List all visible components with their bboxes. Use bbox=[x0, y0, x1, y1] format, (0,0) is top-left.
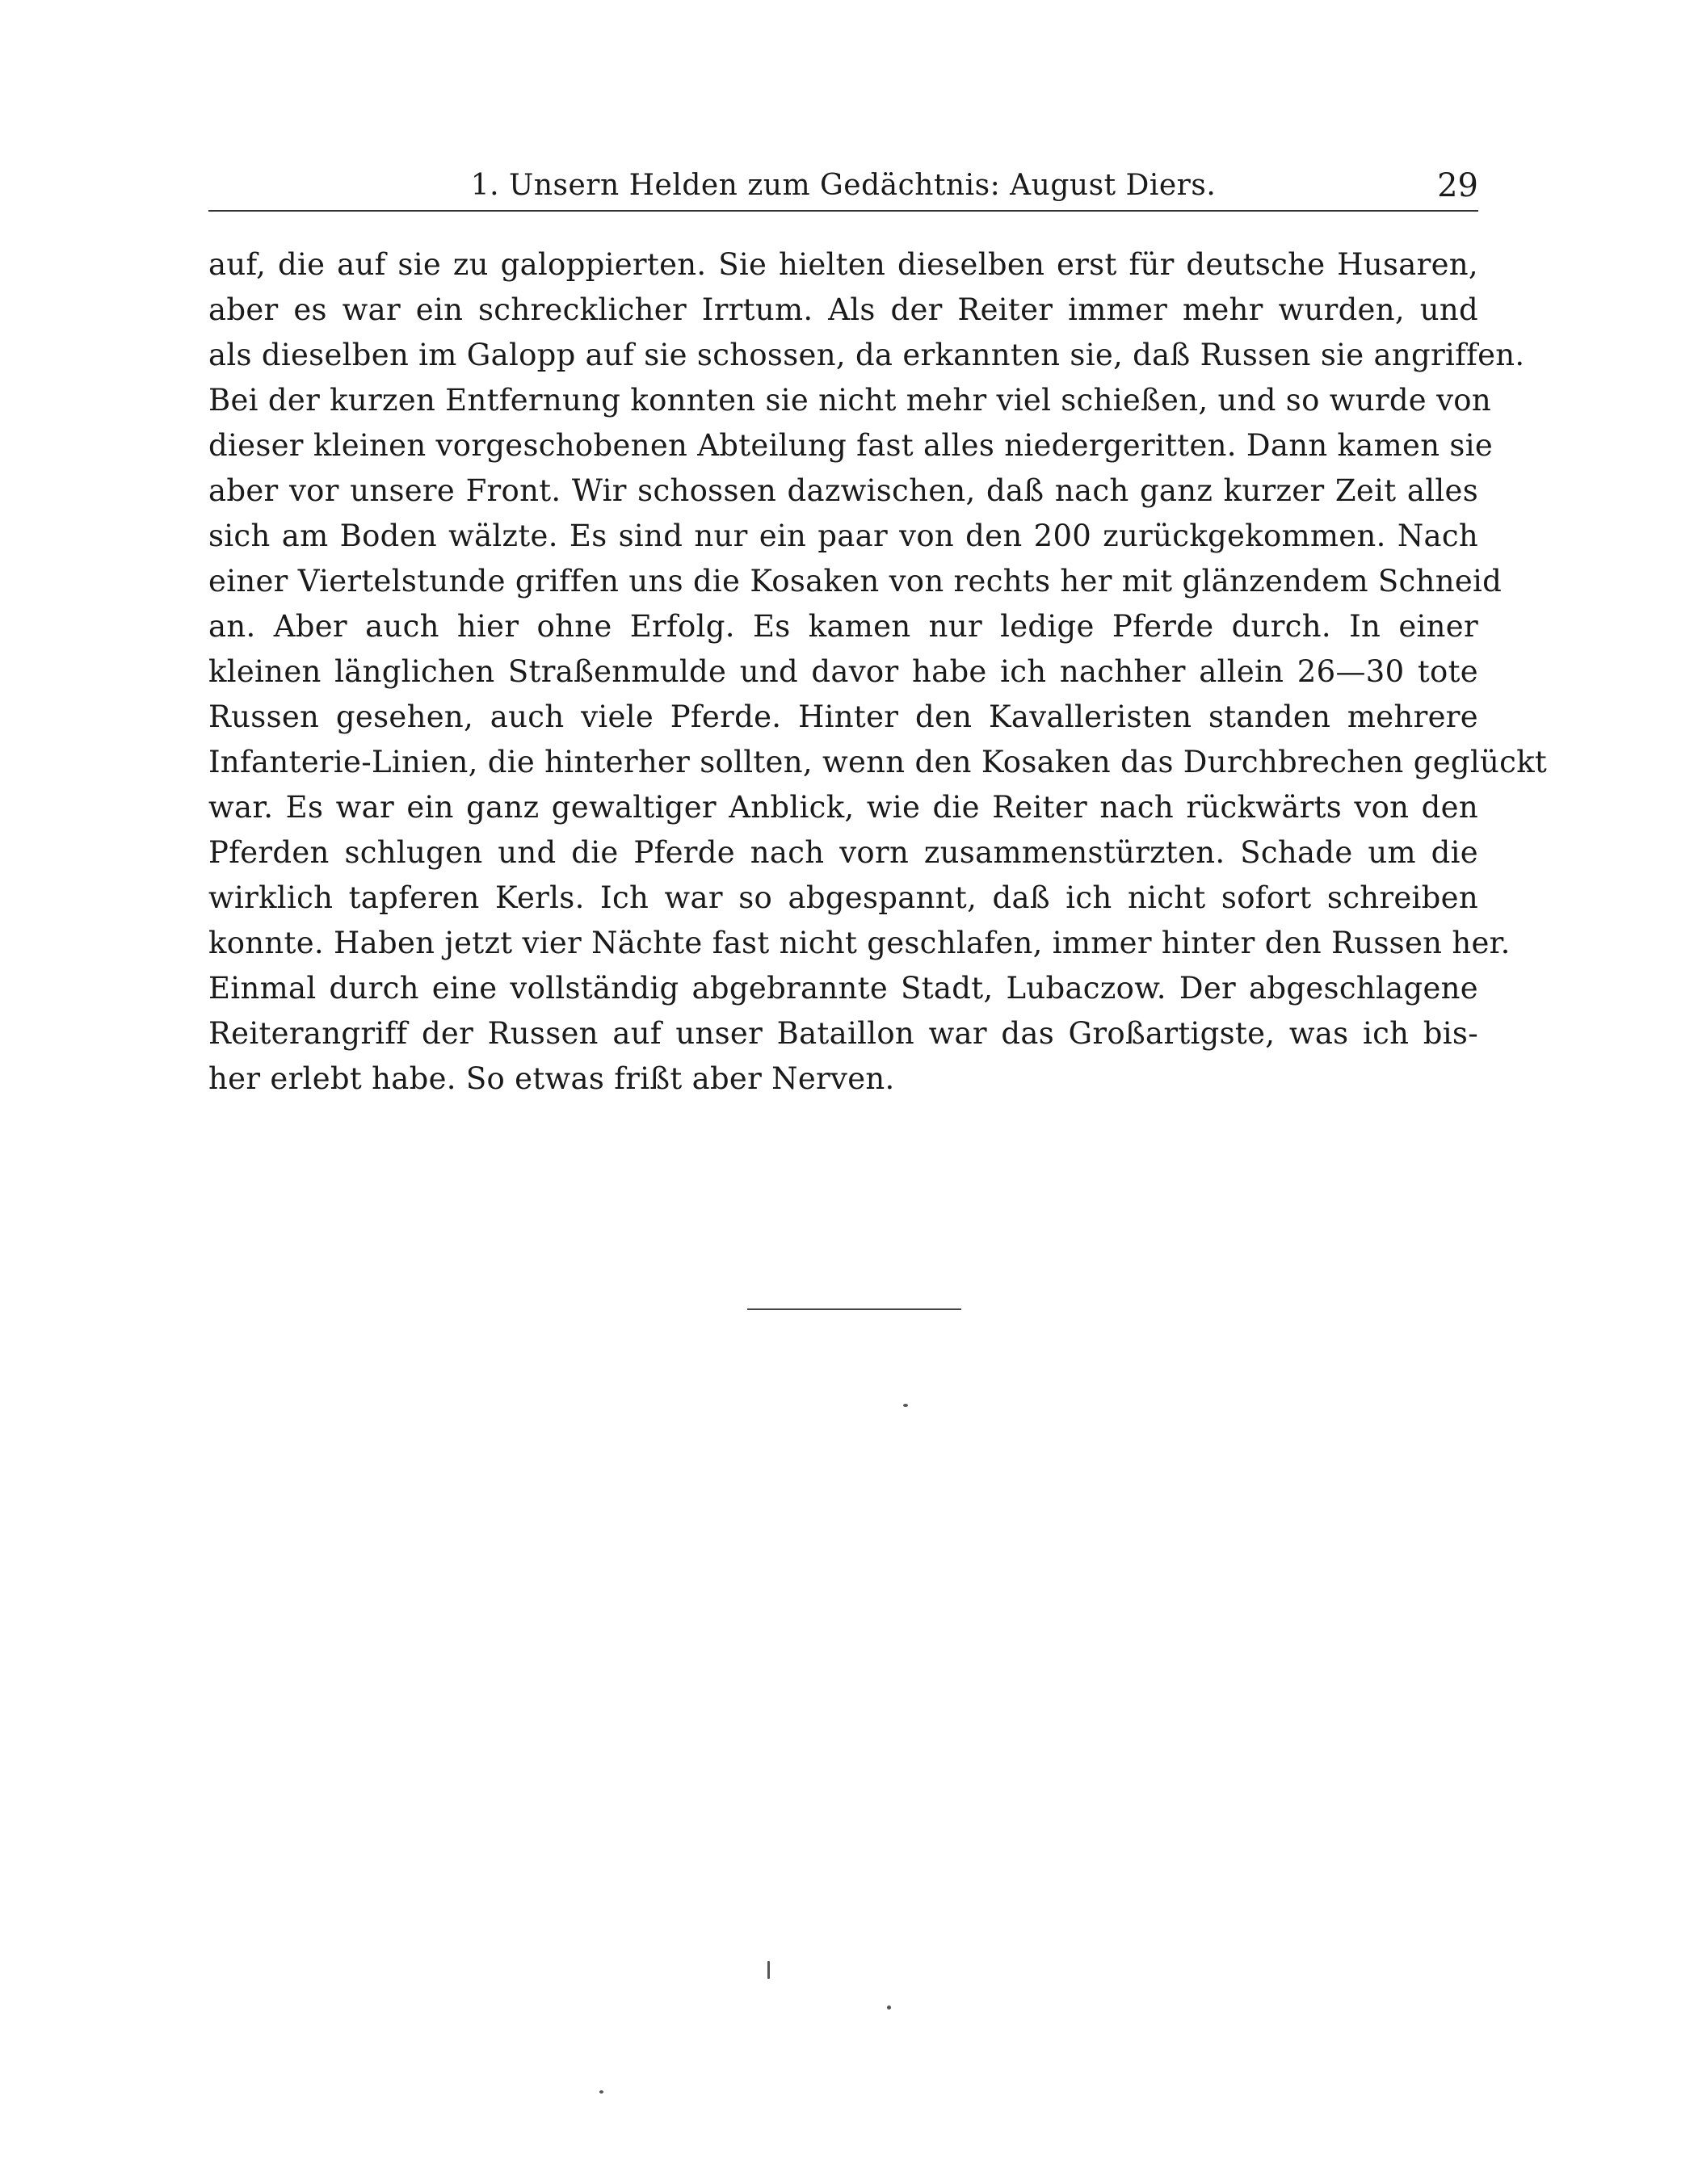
text-line: dieser kleinen vorgeschobenen Abteilung fast alles niedergeritten. Dann kamen sie bbox=[208, 428, 1494, 463]
text-line: sich am Boden wälzte. Es sind nur ein paar von den 200 zurückgekommen. Nach bbox=[208, 519, 1478, 553]
scan-speck bbox=[903, 1404, 908, 1407]
text-line: Pferden schlugen und die Pferde nach vorn zusammenstürzten. Schade um die bbox=[208, 835, 1478, 870]
text-line: Bei der kurzen Entfernung konnten sie nicht mehr viel schießen, und so wurde von bbox=[208, 383, 1491, 418]
text-line: an. Aber auch hier ohne Erfolg. Es kamen nur ledige Pferde durch. In einer bbox=[208, 609, 1478, 644]
scan-speck bbox=[599, 2090, 603, 2094]
text-line: Infanterie-Linien, die hinterher sollten, wenn den Kosaken das Durchbrechen geglückt bbox=[208, 745, 1548, 779]
text-line: als dieselben im Galopp auf sie schossen, da erkannten sie, daß Russen sie angriffen. bbox=[208, 338, 1525, 372]
text-line: Reiterangriff der Russen auf unser Bataillon war das Großartigste, was ich bis- bbox=[208, 1016, 1478, 1051]
text-line: kleinen länglichen Straßenmulde und davor habe ich nachher allein 26—30 tote bbox=[208, 654, 1478, 689]
text-line: einer Viertelstunde griffen uns die Kosaken von rechts her mit glänzendem Schneid bbox=[208, 564, 1503, 598]
text-line: aber es war ein schrecklicher Irrtum. Als der Reiter immer mehr wurden, und bbox=[208, 292, 1478, 327]
text-line: her erlebt habe. So etwas frißt aber Nerven. bbox=[208, 1061, 895, 1096]
text-line: konnte. Haben jetzt vier Nächte fast nicht geschlafen, immer hinter den Russen her. bbox=[208, 926, 1511, 960]
text-line: auf, die auf sie zu galoppierten. Sie hielten dieselben erst für deutsche Husaren, bbox=[208, 247, 1478, 282]
header-rule bbox=[208, 210, 1478, 212]
scan-speck bbox=[767, 1961, 770, 1979]
text-line: Einmal durch eine vollständig abgebrannte Stadt, Lubaczow. Der abgeschlagene bbox=[208, 971, 1478, 1006]
end-rule bbox=[747, 1308, 961, 1310]
text-line: Russen gesehen, auch viele Pferde. Hinter den Kavalleristen standen mehrere bbox=[208, 699, 1478, 734]
running-head bbox=[208, 166, 1478, 206]
text-line: wirklich tapferen Kerls. Ich war so abgespannt, daß ich nicht sofort schreiben bbox=[208, 880, 1478, 915]
body-text bbox=[208, 242, 1548, 1102]
running-title: 1. Unsern Helden zum Gedächtnis: August Diers. bbox=[470, 169, 1217, 202]
text-line: aber vor unsere Front. Wir schossen dazwischen, daß nach ganz kurzer Zeit alles bbox=[208, 473, 1478, 508]
text-line: war. Es war ein ganz gewaltiger Anblick, wie die Reiter nach rückwärts von den bbox=[208, 790, 1478, 825]
scan-speck bbox=[887, 2006, 891, 2010]
page-number: 29 bbox=[1437, 167, 1478, 204]
